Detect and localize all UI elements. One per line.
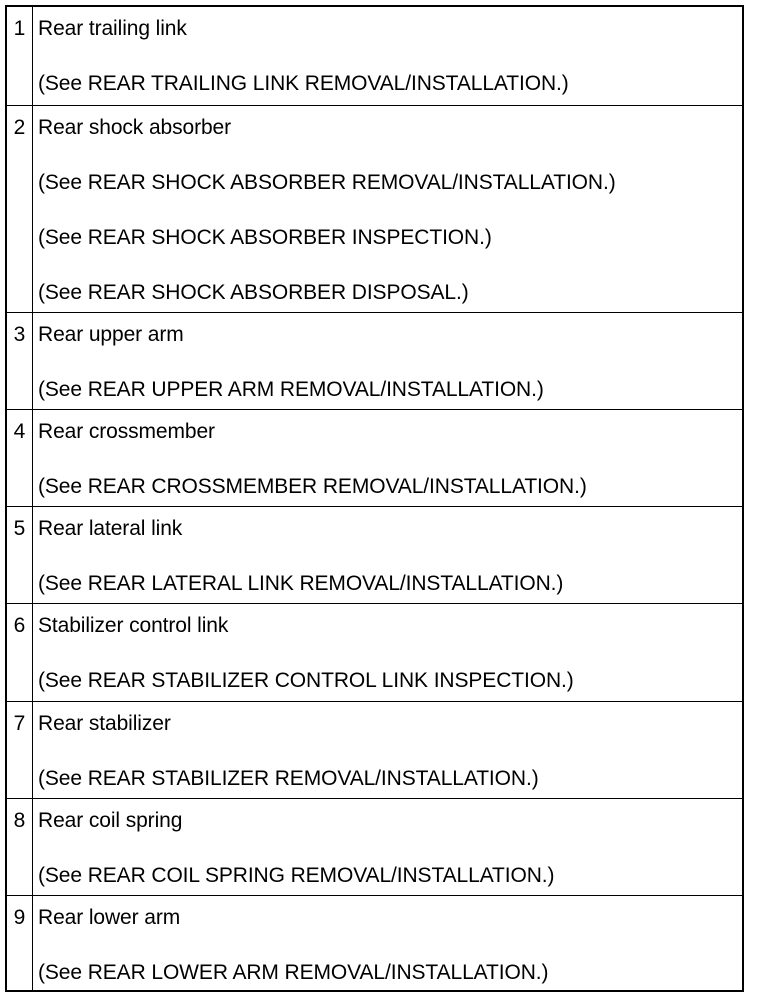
table-row xyxy=(7,895,742,990)
table-row xyxy=(7,701,742,798)
item-description xyxy=(33,410,742,506)
reference-link[interactable]: (See REAR COIL SPRING REMOVAL/INSTALLATION.) xyxy=(38,864,555,887)
reference-link[interactable]: (See REAR STABILIZER REMOVAL/INSTALLATION.) xyxy=(38,767,539,790)
item-name: Rear lower arm xyxy=(38,906,181,929)
reference-link[interactable]: (See REAR CROSSMEMBER REMOVAL/INSTALLATION.) xyxy=(38,475,587,498)
item-description xyxy=(33,106,742,312)
item-name: Stabilizer control link xyxy=(38,614,229,637)
item-description xyxy=(33,7,742,105)
reference-link[interactable]: (See REAR STABILIZER CONTROL LINK INSPECTION.) xyxy=(38,669,574,692)
table-row xyxy=(7,105,742,312)
item-name: Rear shock absorber xyxy=(38,116,232,139)
item-number: 2 xyxy=(7,106,33,312)
table-row xyxy=(7,603,742,701)
item-name: Rear crossmember xyxy=(38,420,215,443)
reference-link[interactable]: (See REAR SHOCK ABSORBER REMOVAL/INSTALLATION.) xyxy=(38,171,616,194)
item-name: Rear coil spring xyxy=(38,809,183,832)
item-number: 5 xyxy=(7,507,33,603)
item-number: 1 xyxy=(7,7,33,105)
item-number: 9 xyxy=(7,896,33,990)
reference-link[interactable]: (See REAR LATERAL LINK REMOVAL/INSTALLATION.) xyxy=(38,572,564,595)
item-number: 6 xyxy=(7,604,33,701)
item-description xyxy=(33,896,742,990)
reference-link[interactable]: (See REAR SHOCK ABSORBER DISPOSAL.) xyxy=(38,281,469,304)
item-name: Rear lateral link xyxy=(38,517,183,540)
table-row xyxy=(7,798,742,895)
item-number: 7 xyxy=(7,702,33,798)
parts-table xyxy=(5,5,744,992)
item-description xyxy=(33,799,742,895)
table-row xyxy=(7,7,742,105)
item-number: 4 xyxy=(7,410,33,506)
item-name: Rear stabilizer xyxy=(38,712,171,735)
reference-link[interactable]: (See REAR SHOCK ABSORBER INSPECTION.) xyxy=(38,226,492,249)
item-name: Rear upper arm xyxy=(38,323,184,346)
item-number: 8 xyxy=(7,799,33,895)
item-description xyxy=(33,507,742,603)
item-number: 3 xyxy=(7,313,33,409)
item-description xyxy=(33,313,742,409)
item-name: Rear trailing link xyxy=(38,17,187,40)
item-description xyxy=(33,702,742,798)
item-description xyxy=(33,604,742,701)
reference-link[interactable]: (See REAR LOWER ARM REMOVAL/INSTALLATION.) xyxy=(38,961,549,984)
table-row xyxy=(7,506,742,603)
table-row xyxy=(7,409,742,506)
table-row xyxy=(7,312,742,409)
reference-link[interactable]: (See REAR UPPER ARM REMOVAL/INSTALLATION.) xyxy=(38,378,544,401)
reference-link[interactable]: (See REAR TRAILING LINK REMOVAL/INSTALLATION.) xyxy=(38,72,569,95)
